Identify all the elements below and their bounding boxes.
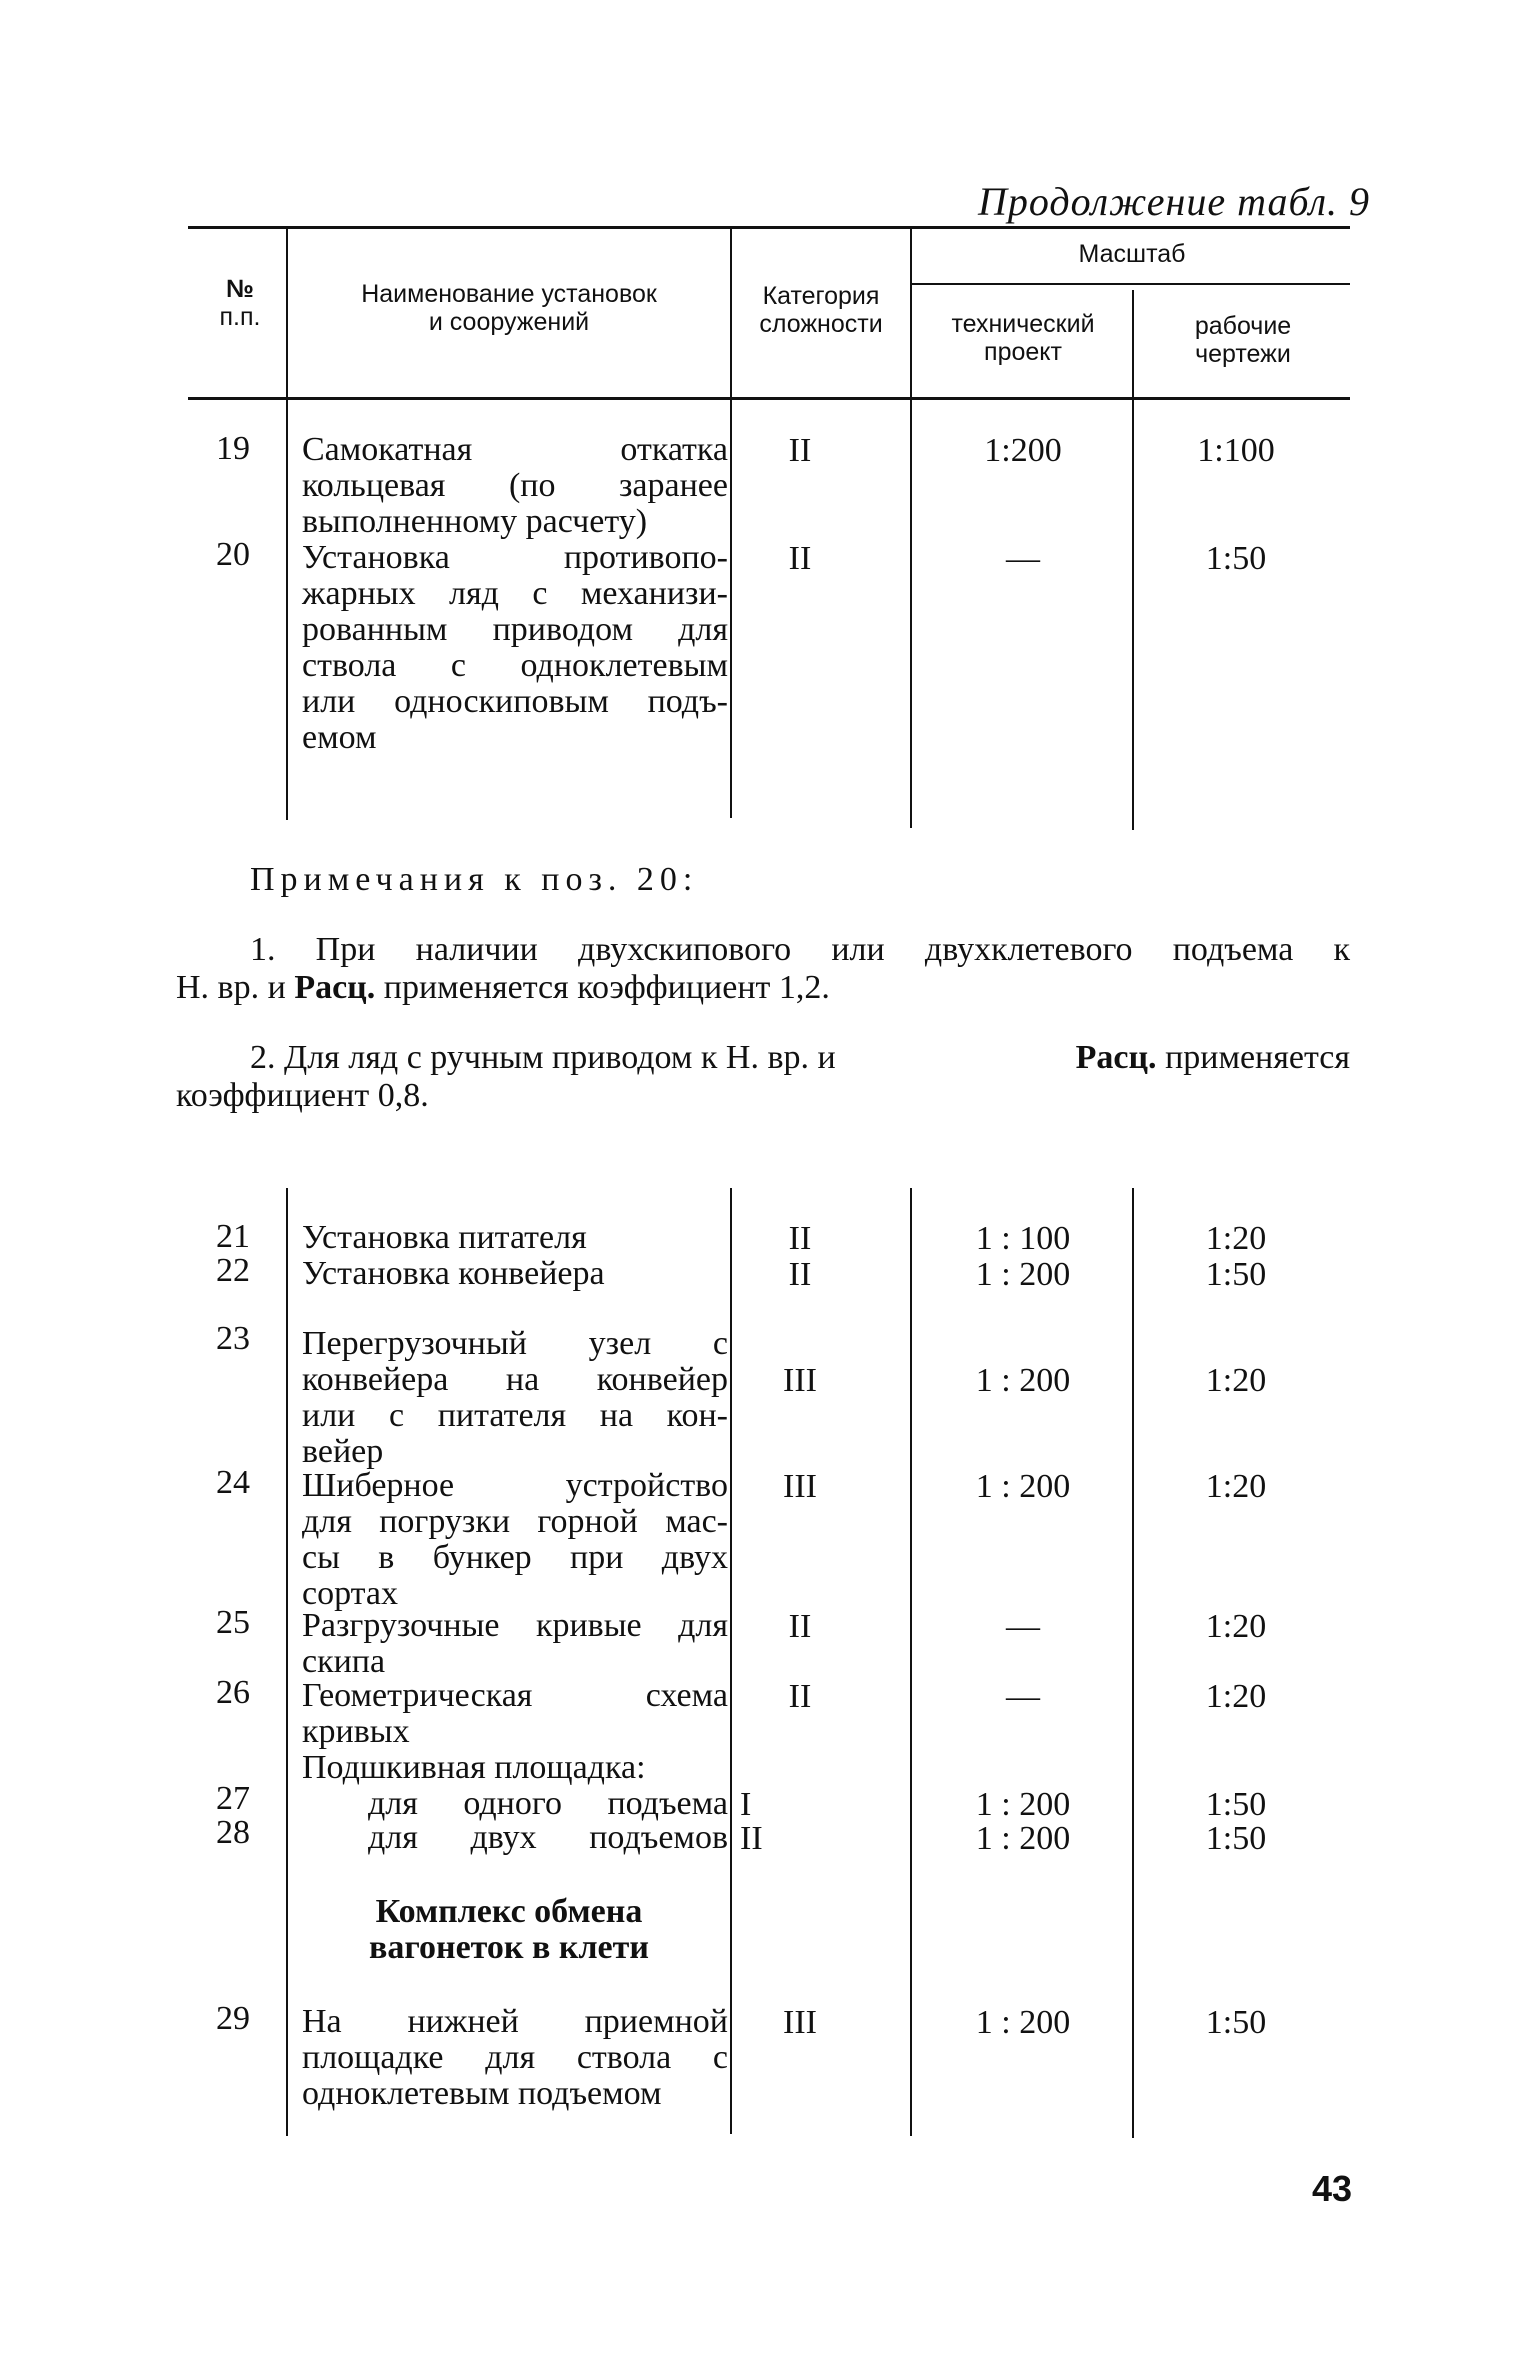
table-row-28-category: II	[740, 1820, 763, 1857]
page-number: 43	[1312, 2168, 1353, 2209]
header-tech-line1: технический	[951, 310, 1095, 338]
table-row-25-tech-scale: —	[1006, 1608, 1040, 1645]
row-24-name-line3: сы в бункер при двух	[302, 1539, 728, 1576]
col-divider-4	[1132, 290, 1134, 398]
table-row-19-category: II	[788, 432, 812, 469]
row-20-name-line6: емом	[302, 719, 377, 756]
header-working-drawings	[1136, 312, 1350, 368]
table-row-26-work-scale: 1:20	[1205, 1678, 1267, 1715]
row-26-name-line2: кривых	[302, 1713, 410, 1750]
table-section-heading	[292, 1894, 726, 1966]
table-row-27-number: 27	[216, 1780, 250, 1817]
table-row-23-name	[302, 1326, 728, 1470]
row-24-name-line1: Шиберное устройство	[302, 1467, 728, 1504]
table-row-28-name	[368, 1820, 728, 1856]
table-row-20-work-scale: 1:50	[1205, 540, 1267, 577]
table-row-24-number: 24	[216, 1464, 250, 1501]
table-row-22-name: Установка конвейера	[302, 1255, 605, 1292]
row-23-name-line3: или с питателя на кон-	[302, 1397, 728, 1434]
table-row-23-category: III	[783, 1362, 817, 1399]
table-row-25-number: 25	[216, 1604, 250, 1641]
table-row-22-tech-scale: 1 : 200	[975, 1256, 1071, 1293]
table-row-22-number: 22	[216, 1252, 250, 1289]
row-19-name-line3: выполненному расчету)	[302, 503, 648, 540]
row-23-name-line1: Перегрузочный узел с	[302, 1325, 728, 1362]
table-row-19-name	[302, 432, 728, 540]
table-row-26-tech-scale: —	[1006, 1678, 1040, 1715]
table-row-28-number: 28	[216, 1814, 250, 1851]
table-row-26-category: II	[788, 1678, 812, 1715]
row-20-name-line1: Установка противопо-	[302, 539, 728, 576]
body-a-divider-3	[910, 400, 912, 828]
body-b-divider-3	[910, 1188, 912, 2136]
table-row-26-number: 26	[216, 1674, 250, 1711]
table-row-19-number: 19	[216, 430, 250, 467]
note-1-line1: 1. При наличии двухскипового или двухклетевого подъема к	[250, 931, 1350, 968]
table-row-21-tech-scale: 1 : 100	[975, 1220, 1071, 1257]
table-row-21-work-scale: 1:20	[1205, 1220, 1267, 1257]
row-27-name-line1: для одного подъема	[368, 1785, 728, 1822]
table-row-25-name	[302, 1608, 728, 1680]
row-25-name-line2: скипа	[302, 1643, 386, 1680]
col-divider-2	[730, 228, 732, 398]
table-row-20-name	[302, 540, 728, 756]
table-row-29-work-scale: 1:50	[1205, 2004, 1267, 2041]
table-row-24-name	[302, 1468, 728, 1612]
header-name-line2: и сооружений	[428, 308, 590, 336]
body-b-divider-2	[730, 1188, 732, 2134]
header-category	[734, 282, 908, 338]
section-heading-line1: Комплекс обмена	[375, 1893, 643, 1930]
table-row-23-tech-scale: 1 : 200	[975, 1362, 1071, 1399]
note-1-text-a: Н. вр. и	[176, 969, 295, 1006]
table-row-21-category: II	[788, 1220, 812, 1257]
col-divider-3	[910, 228, 912, 398]
col-divider-1	[286, 228, 288, 398]
row-23-name-line4: вейер	[302, 1433, 384, 1470]
header-no-abbr: п.п.	[219, 303, 261, 331]
header-bottom-rule	[188, 397, 1350, 400]
header-category-line1: Категория	[762, 282, 880, 310]
header-name	[292, 280, 726, 336]
table-row-21-name: Установка питателя	[302, 1219, 587, 1256]
header-no-symbol: №	[226, 275, 254, 303]
header-name-line1: Наименование установок	[361, 280, 657, 308]
header-work-line1: рабочие	[1194, 312, 1292, 340]
table-row-27-name	[368, 1786, 728, 1822]
note-2-tail	[1076, 1040, 1350, 1076]
table-row-22-category: II	[788, 1256, 812, 1293]
row-25-name-line1: Разгрузочные кривые для	[302, 1607, 728, 1644]
table-row-28-work-scale: 1:50	[1205, 1820, 1267, 1857]
scale-header-rule	[912, 283, 1350, 285]
table-row-29-name	[302, 2004, 728, 2112]
row-29-name-line2: площадке для ствола с	[302, 2039, 728, 2076]
body-b-divider-1	[286, 1188, 288, 2136]
table-top-rule	[188, 226, 1350, 229]
row-28-name-line1: для двух подъемов	[368, 1819, 728, 1856]
row-23-name-line2: конвейера на конвейер	[302, 1361, 728, 1398]
table-row-27-category: I	[740, 1786, 752, 1823]
header-scale: Масштаб	[1078, 240, 1186, 268]
row-29-name-line1: На нижней приемной	[302, 2003, 728, 2040]
table-row-20-category: II	[788, 540, 812, 577]
table-row-20-tech-scale: —	[1006, 540, 1040, 577]
row-20-name-line2: жарных ляд с механизи-	[302, 575, 728, 612]
row-20-name-line5: или односкиповым подъ-	[302, 683, 728, 720]
body-a-divider-2	[730, 400, 732, 818]
note-2-bold: Расц.	[1075, 1039, 1157, 1076]
note-1-text-b: применяется коэффициент 1,2.	[375, 969, 830, 1006]
body-a-divider-1	[286, 400, 288, 820]
row-24-name-line2: для погрузки горной мас-	[302, 1503, 728, 1540]
body-a-divider-4	[1132, 400, 1134, 830]
table-row-29-number: 29	[216, 2000, 250, 2037]
table-row-22-work-scale: 1:50	[1205, 1256, 1267, 1293]
note-2-line2: коэффициент 0,8.	[176, 1077, 429, 1114]
row-26-name-line1: Геометрическая схема	[302, 1677, 728, 1714]
header-tech-line2: проект	[984, 338, 1062, 366]
table-row-23-work-scale: 1:20	[1205, 1362, 1267, 1399]
table-row-23-number: 23	[216, 1320, 250, 1357]
table-row-25-category: II	[788, 1608, 812, 1645]
table-row-20-number: 20	[216, 536, 250, 573]
table-row-27-tech-scale: 1 : 200	[975, 1786, 1071, 1823]
header-category-line2: сложности	[759, 310, 883, 338]
notes-title: Примечания к поз. 20:	[250, 861, 699, 898]
table-row-24-tech-scale: 1 : 200	[975, 1468, 1071, 1505]
note-2-text-a: 2. Для ляд с ручным приводом к Н. вр. и	[250, 1039, 845, 1076]
table-row-24-category: III	[783, 1468, 817, 1505]
note-1-bold: Расц.	[294, 969, 376, 1006]
table-caption: Продолжение табл. 9	[978, 179, 1371, 224]
table-row-27-work-scale: 1:50	[1205, 1786, 1267, 1823]
note-2-text-b: применяется	[1156, 1039, 1350, 1076]
table-row-19-tech-scale: 1:200	[984, 432, 1062, 469]
row-19-name-line2: кольцевая (по заранее	[302, 467, 728, 504]
row-20-name-line3: рованным приводом для	[302, 611, 728, 648]
table-row-29-category: III	[783, 2004, 817, 2041]
note-2-line1	[250, 1040, 1350, 1076]
section-heading-line2: вагонеток в клети	[369, 1929, 649, 1966]
table-group-label: Подшкивная площадка:	[302, 1749, 646, 1786]
row-24-name-line4: сортах	[302, 1575, 399, 1612]
note-1-line2	[176, 970, 830, 1006]
table-row-29-tech-scale: 1 : 200	[975, 2004, 1071, 2041]
table-row-24-work-scale: 1:20	[1205, 1468, 1267, 1505]
row-20-name-line4: ствола с одноклетевым	[302, 647, 728, 684]
table-row-26-name	[302, 1678, 728, 1750]
table-row-21-number: 21	[216, 1218, 250, 1255]
table-row-19-work-scale: 1:100	[1197, 432, 1275, 469]
table-row-25-work-scale: 1:20	[1205, 1608, 1267, 1645]
body-b-divider-4	[1132, 1188, 1134, 2138]
header-work-line2: чертежи	[1195, 340, 1291, 368]
row-29-name-line3: одноклетевым подъемом	[302, 2075, 662, 2112]
header-tech-project	[914, 310, 1132, 366]
header-no	[200, 275, 280, 331]
row-19-name-line1: Самокатная откатка	[302, 431, 728, 468]
table-row-28-tech-scale: 1 : 200	[975, 1820, 1071, 1857]
